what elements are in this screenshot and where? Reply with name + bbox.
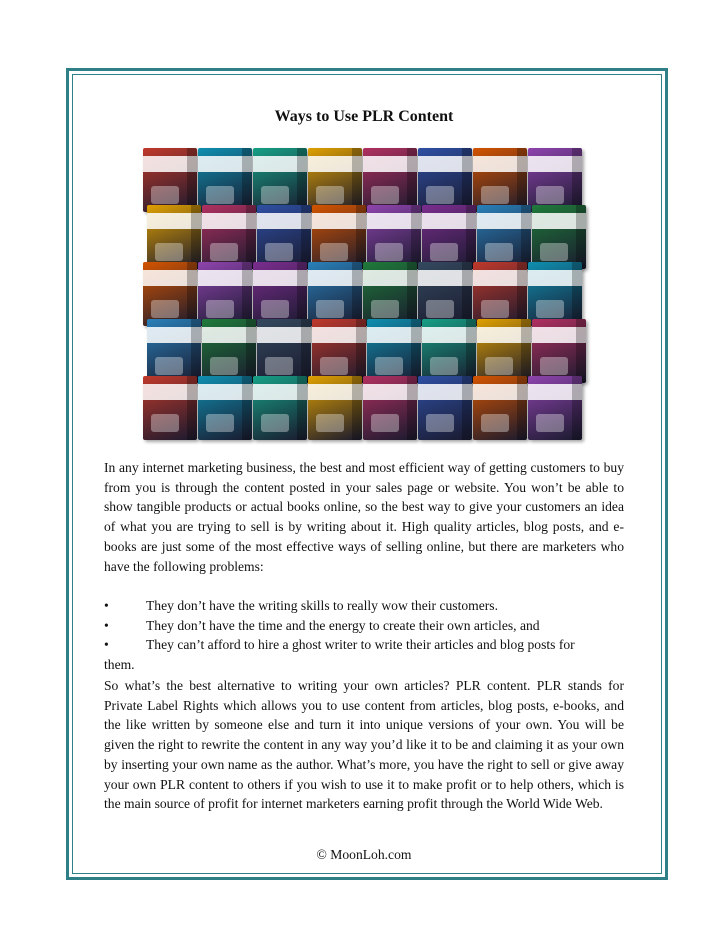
body-paragraph: So what’s the best alternative to writing your own articles? PLR content. PLR stands for Private Label Rights which allows you to use content from articles, blog posts, e-books, and the like written by someone else and turn it into unique versions of your own. You will be given the right to rewrite the content in any way you’d like it to be and claiming it as your own by inserting your own name as the author. What’s more, you have the right to sell or give away your own PLR content to others if you wish to use it to make profit or to help others, which is the main source of profit for internet marketers earning profit through the World Wide Web. — [104, 678, 624, 812]
list-item-text: They don’t have the writing skills to really wow their customers. — [146, 598, 498, 613]
product-box — [473, 148, 527, 212]
list-item-continuation: them. — [104, 657, 135, 673]
product-box — [477, 319, 531, 383]
list-item-text: They don’t have the time and the energy to create their own articles, and — [146, 617, 540, 633]
product-box — [528, 376, 582, 440]
bullet-marker: • — [104, 637, 109, 653]
product-box — [418, 148, 472, 212]
product-box — [198, 262, 252, 326]
product-box — [363, 262, 417, 326]
product-box — [253, 376, 307, 440]
problem-list — [104, 596, 624, 675]
product-box — [528, 148, 582, 212]
product-box — [473, 262, 527, 326]
list-item — [104, 635, 624, 655]
product-box — [202, 205, 256, 269]
product-box — [253, 148, 307, 212]
product-box — [312, 319, 366, 383]
product-box — [312, 205, 366, 269]
list-item — [104, 616, 624, 636]
product-box — [257, 205, 311, 269]
product-box — [422, 205, 476, 269]
list-item — [104, 596, 624, 616]
product-box — [198, 376, 252, 440]
product-box — [473, 376, 527, 440]
product-box — [308, 376, 362, 440]
intro-paragraph: In any internet marketing business, the best and most efficient way of getting customers to buy from you is through the content posted in your sales page or website. You won’t be able to show tangible products or actual books online, so the best way to give your customers an idea of what you are trying to sell is by writing about it. High quality articles, blog posts, and e-books are just some of the most effective ways of selling online, but there are marketers who have the following problems: — [104, 460, 624, 574]
product-box — [308, 148, 362, 212]
product-box — [528, 262, 582, 326]
product-box — [477, 205, 531, 269]
product-box — [198, 148, 252, 212]
product-box — [147, 319, 201, 383]
product-box — [532, 205, 586, 269]
product-box — [422, 319, 476, 383]
bullet-marker: • — [104, 598, 109, 613]
product-box — [257, 319, 311, 383]
product-box — [418, 262, 472, 326]
product-box — [367, 205, 421, 269]
product-box — [418, 376, 472, 440]
bullet-marker: • — [104, 617, 109, 633]
product-box — [202, 319, 256, 383]
product-box — [363, 148, 417, 212]
product-box — [532, 319, 586, 383]
footer-copyright: © MoonLoh.com — [316, 847, 412, 862]
product-box — [143, 148, 197, 212]
product-box — [143, 262, 197, 326]
product-box — [147, 205, 201, 269]
product-box — [143, 376, 197, 440]
product-collage-image — [143, 148, 585, 440]
document-title: Ways to Use PLR Content — [274, 108, 454, 125]
product-box — [253, 262, 307, 326]
product-box — [363, 376, 417, 440]
product-box — [308, 262, 362, 326]
product-box — [367, 319, 421, 383]
list-item-text: They can’t afford to hire a ghost writer to write their articles and blog posts for — [146, 637, 575, 653]
